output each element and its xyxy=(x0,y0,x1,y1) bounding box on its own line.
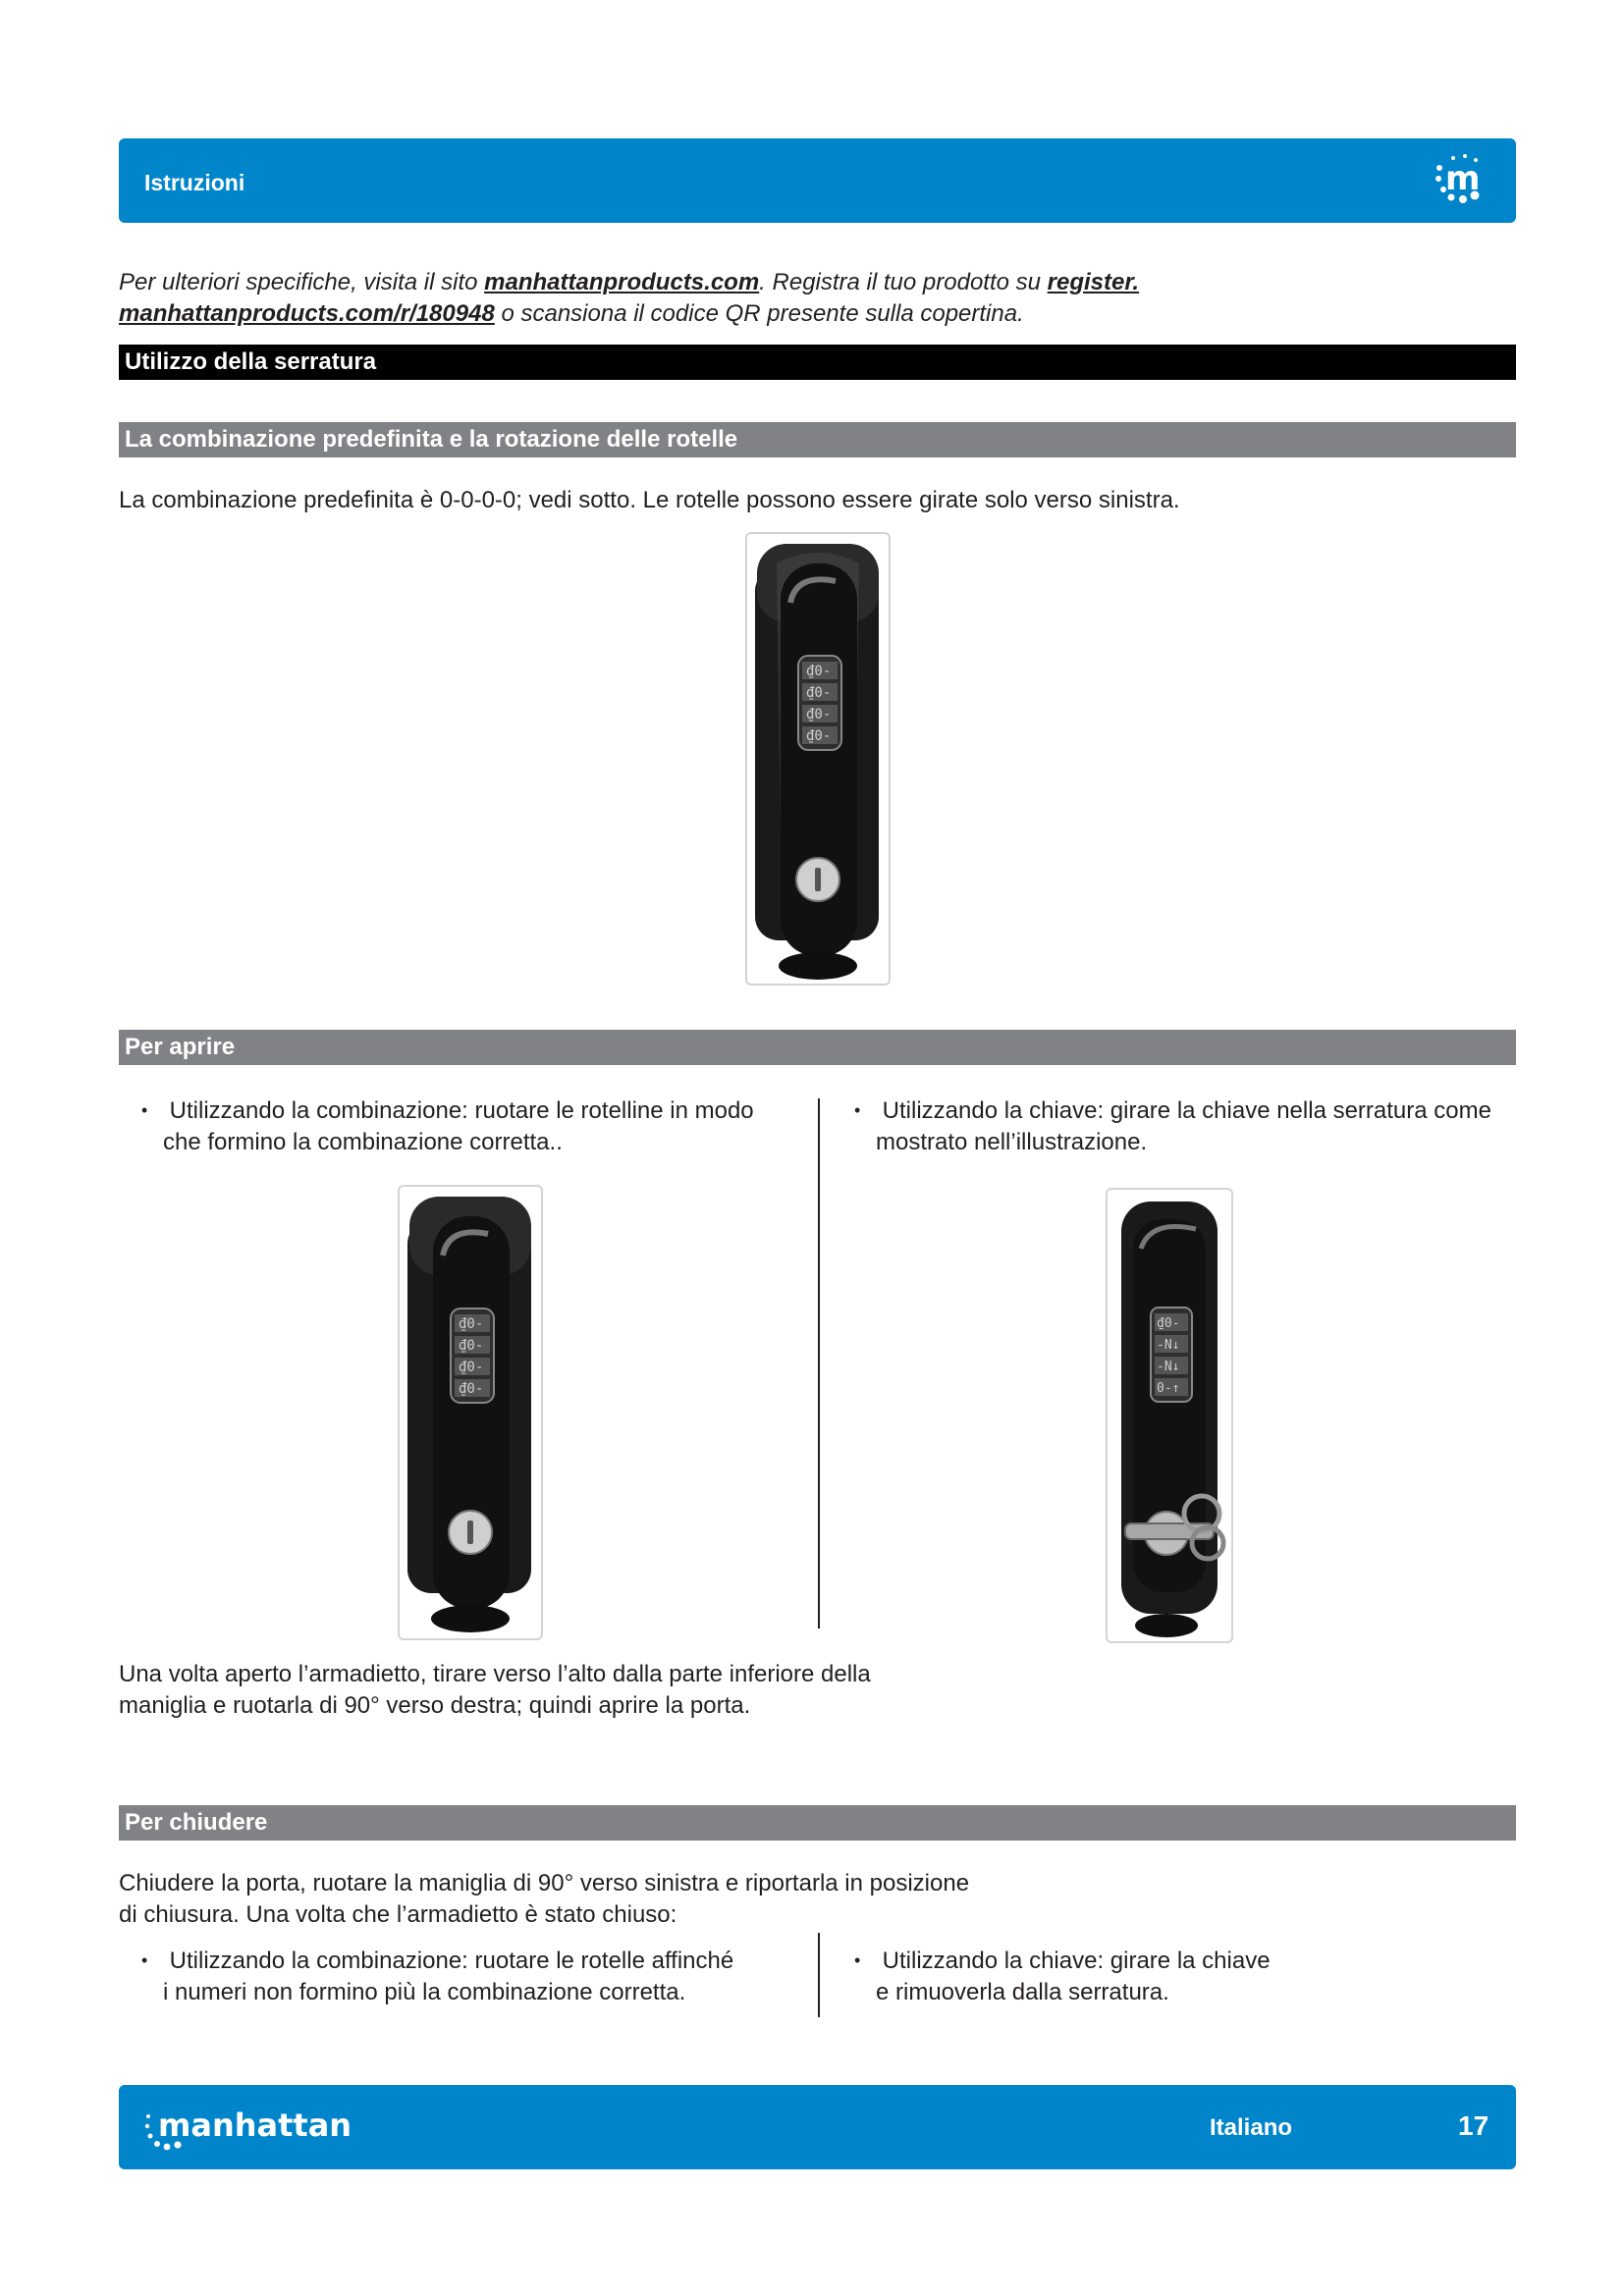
svg-text:0-↑: 0-↑ xyxy=(1157,1381,1180,1396)
after-open-text xyxy=(119,1659,1002,1722)
open-key-bullet xyxy=(854,1095,1543,1158)
close-key-bullet xyxy=(854,1945,1543,2008)
column-divider xyxy=(818,1098,820,1629)
header-title: Istruzioni xyxy=(144,170,245,195)
svg-text:-N↓: -N↓ xyxy=(1157,1360,1180,1374)
section-heading-usage: Utilizzo della serratura xyxy=(119,345,1516,380)
intro-text: o scansiona il codice QR presente sulla copertina. xyxy=(494,300,1024,327)
svg-text:₫0-: ₫0- xyxy=(459,1381,484,1397)
svg-text:-N↓: -N↓ xyxy=(1157,1338,1180,1353)
section-heading-close: Per chiudere xyxy=(119,1805,1516,1841)
svg-text:₫0-: ₫0- xyxy=(806,728,832,744)
footer-page-number: 17 xyxy=(1458,2110,1489,2141)
close-intro-line: di chiusura. Una volta che l’armadietto è stato chiuso: xyxy=(119,1901,677,1928)
manhattan-m-logo-icon xyxy=(1426,146,1494,215)
header-bar xyxy=(119,138,1516,223)
close-intro-line: Chiudere la porta, ruotare la maniglia di 90° verso sinistra e riportarla in posizione xyxy=(119,1870,970,1896)
footer-bar xyxy=(119,2085,1516,2169)
svg-text:₫0-: ₫0- xyxy=(459,1360,484,1375)
intro-text: . Registra il tuo prodotto su xyxy=(759,269,1048,295)
after-open-line: maniglia e ruotarla di 90° verso destra; quindi aprire la porta. xyxy=(119,1692,751,1719)
register-link[interactable]: manhattanproducts.com/r/180948 xyxy=(119,300,495,327)
lock-photo-key xyxy=(1106,1188,1233,1643)
after-open-line: Una volta aperto l’armadietto, tirare verso l’alto dalla parte inferiore della xyxy=(119,1661,871,1687)
close-intro-text xyxy=(119,1868,1297,1931)
bullet-text: Utilizzando la combinazione: ruotare le rotelline in modo xyxy=(169,1097,754,1124)
intro-text: Per ulteriori specifiche, visita il sito xyxy=(119,269,485,295)
svg-text:₫0-: ₫0- xyxy=(1157,1316,1180,1331)
svg-text:₫0-: ₫0- xyxy=(806,707,832,722)
footer-language: Italiano xyxy=(1210,2114,1293,2141)
svg-text:₫0-: ₫0- xyxy=(459,1338,484,1354)
bullet-text: che formino la combinazione corretta.. xyxy=(163,1129,563,1155)
bullet-text: Utilizzando la combinazione: ruotare le rotelle affinché xyxy=(169,1948,734,1974)
bullet-text: Utilizzando la chiave: girare la chiave xyxy=(882,1948,1271,1974)
intro-paragraph xyxy=(119,267,1513,330)
lock-photo-default xyxy=(745,532,891,986)
default-combination-text: La combinazione predefinita è 0-0-0-0; vedi sotto. Le rotelle possono essere girate solo verso sinistra. xyxy=(119,487,1180,513)
bullet-text: Utilizzando la chiave: girare la chiave nella serratura come xyxy=(882,1097,1491,1124)
lock-photo-combination xyxy=(398,1185,543,1640)
close-combination-bullet xyxy=(141,1945,831,2008)
bullet-text: mostrato nell’illustrazione. xyxy=(876,1129,1148,1155)
svg-text:₫0-: ₫0- xyxy=(459,1316,484,1332)
svg-text:manhattan: manhattan xyxy=(158,2107,352,2144)
website-link[interactable]: manhattanproducts.com xyxy=(484,269,760,295)
open-combination-bullet xyxy=(141,1095,831,1158)
svg-text:m: m xyxy=(1445,159,1481,198)
register-link[interactable]: register. xyxy=(1047,269,1140,295)
svg-text:₫0-: ₫0- xyxy=(806,664,832,679)
section-heading-open: Per aprire xyxy=(119,1030,1516,1065)
lock-handle-image xyxy=(400,1187,541,1638)
lock-handle-with-key-image xyxy=(1108,1190,1231,1641)
svg-text:₫0-: ₫0- xyxy=(806,685,832,701)
section-heading-default-combination: La combinazione predefinita e la rotazione delle rotelle xyxy=(119,422,1516,457)
column-divider xyxy=(818,1933,820,2017)
lock-handle-image xyxy=(747,534,889,984)
bullet-text: e rimuoverla dalla serratura. xyxy=(876,1979,1169,2005)
bullet-text: i numeri non formino più la combinazione corretta. xyxy=(163,1979,686,2005)
manhattan-logo-icon xyxy=(142,2103,358,2154)
